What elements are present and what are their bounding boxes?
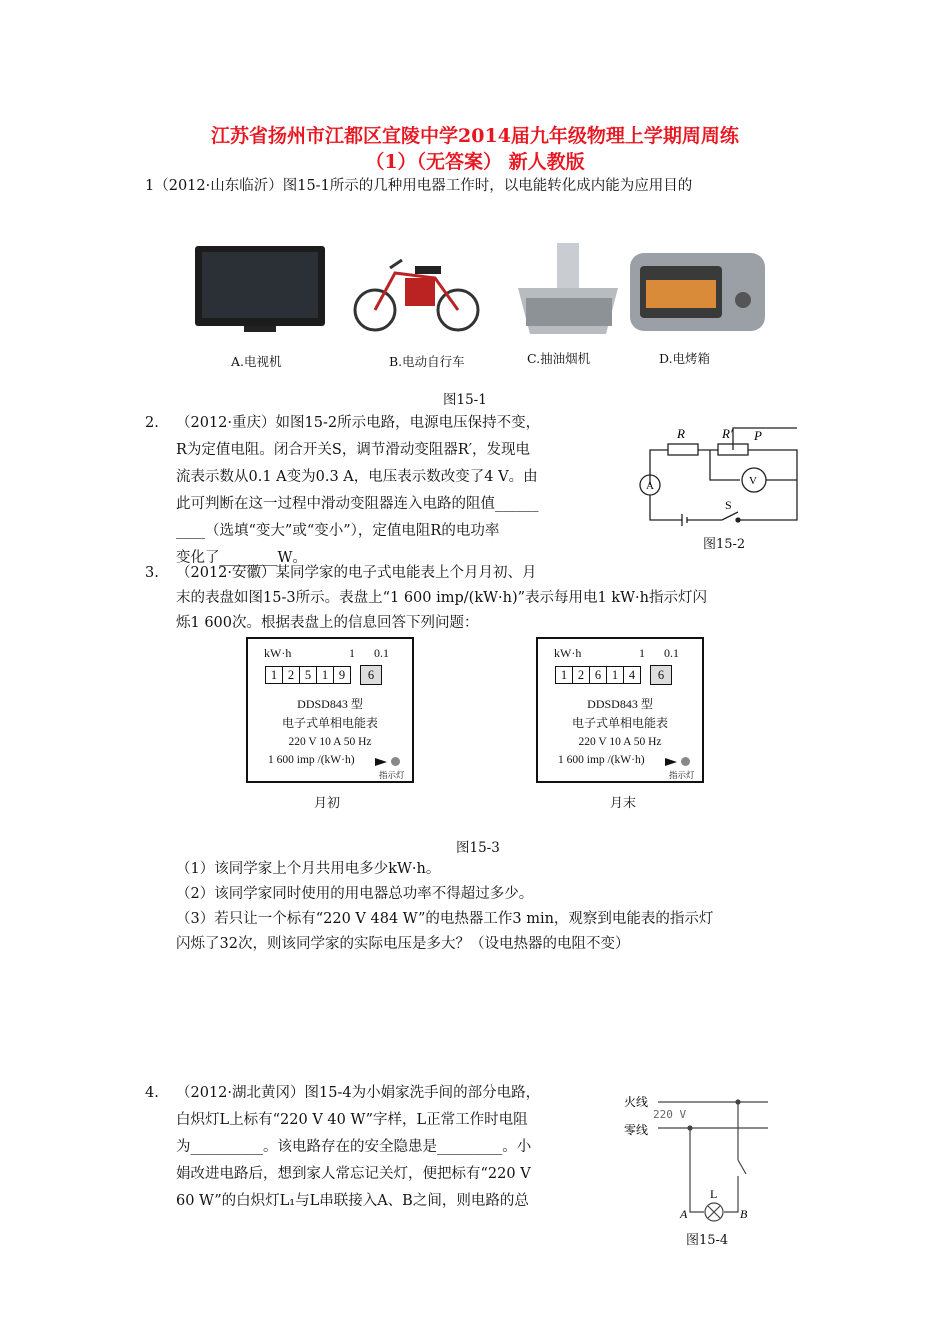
meter-digit: 6 <box>589 666 607 684</box>
meter-digit: 1 <box>555 666 573 684</box>
q3-sub-4: 闪烁了32次，则该同学家的实际电压是多大？（设电热器的电阻不变） <box>176 936 630 952</box>
toaster-oven-image <box>630 253 765 331</box>
q1-option-a: A.电视机 <box>231 354 282 369</box>
meter-digit: 1 <box>316 666 334 684</box>
range-hood-image <box>518 243 618 334</box>
meter-scale-01: 0.1 <box>374 646 389 660</box>
q2-line-1: （2012·重庆）如图15-2所示电路，电源电压保持不变， <box>176 415 541 431</box>
page-title-line2: （1）（无答案） 新人教版 <box>365 151 585 173</box>
meter-end-of-month <box>536 637 704 783</box>
q1-option-b: B.电动自行车 <box>389 354 465 369</box>
indicator-arrow-icon <box>375 758 387 766</box>
q3-line-2: 末的表盘如图15-3所示。表盘上“1 600 imp/(kW·h)”表示每用电1 kW·h指示灯闪 <box>176 590 707 606</box>
indicator-light-icon <box>391 757 400 766</box>
neutral-wire-label: 零线 <box>624 1123 649 1137</box>
q1-option-c: C.抽油烟机 <box>527 351 591 366</box>
meter-light-label: 指示灯 <box>669 770 695 780</box>
meter-imp: 1 600 imp /(kW·h) <box>558 754 645 766</box>
indicator-light-icon <box>681 757 690 766</box>
meter-model: DDSD843 型 <box>587 697 653 711</box>
q1-appliance-images <box>190 238 780 338</box>
meter-digit: 4 <box>623 666 641 684</box>
q3-sub-1: （1）该同学家上个月共用电多少kW·h。 <box>176 861 441 877</box>
meter-scale-1: 1 <box>639 646 645 660</box>
meter-rating: 220 V 10 A 50 Hz <box>288 736 372 748</box>
rheostat-label: R′ <box>722 426 733 441</box>
ebike-image <box>355 260 478 330</box>
q2-figure-caption: 图15-2 <box>703 537 746 552</box>
meter-start-caption: 月初 <box>314 796 341 811</box>
meter-imp: 1 600 imp /(kW·h) <box>268 754 355 766</box>
meter-digits <box>265 666 381 685</box>
q3-line-1: （2012·安徽）某同学家的电子式电能表上个月月初、月 <box>176 565 537 581</box>
q4-line-5: 60 W”的白炽灯L₁与L串联接入A、B之间，则电路的总 <box>176 1193 529 1209</box>
tv-image <box>195 246 325 332</box>
meter-digits <box>555 666 671 685</box>
q2-line-2: R为定值电阻。闭合开关S，调节滑动变阻器R′，发现电 <box>176 442 531 458</box>
meter-digit: 5 <box>299 666 317 684</box>
meter-name: 电子式单相电能表 <box>571 716 668 730</box>
indicator-arrow-icon <box>665 758 677 766</box>
live-wire-label: 火线 <box>624 1095 649 1109</box>
switch-label: S <box>725 498 732 512</box>
voltmeter-label: V <box>749 475 757 487</box>
meter-scale-01: 0.1 <box>664 646 679 660</box>
point-b-label: B <box>740 1207 748 1221</box>
q2-line-6: 变化了________W。 <box>176 550 307 566</box>
voltage-label: 220 V <box>653 1108 687 1121</box>
meter-decimal-digit: 6 <box>360 665 382 685</box>
q4-line-1: （2012·湖北黄冈）图15-4为小娟家洗手间的部分电路， <box>176 1085 541 1101</box>
q4-circuit-diagram <box>620 1088 770 1228</box>
meter-digit: 2 <box>282 666 300 684</box>
q3-line-3: 烁1 600次。根据表盘上的信息回答下列问题： <box>176 615 479 631</box>
q2-number: 2. <box>145 415 159 431</box>
meter-unit: kW·h <box>554 646 582 660</box>
q2-line-4: 此可判断在这一过程中滑动变阻器连入电路的阻值______ <box>176 496 539 512</box>
q4-figure-caption: 图15-4 <box>686 1233 729 1248</box>
q2-circuit-diagram <box>630 420 810 530</box>
q4-line-4: 娟改进电路后，想到家人常忘记关灯，便把标有“220 V <box>176 1166 531 1182</box>
meter-digit: 1 <box>606 666 624 684</box>
q3-number: 3. <box>145 565 159 581</box>
meter-digit: 9 <box>333 666 351 684</box>
meter-end-caption: 月末 <box>610 796 637 811</box>
meter-unit: kW·h <box>264 646 292 660</box>
lamp-label: L <box>710 1187 718 1201</box>
meter-light-label: 指示灯 <box>379 770 405 780</box>
slider-p-label: P <box>754 428 762 443</box>
q1-figure-caption: 图15-1 <box>443 392 487 408</box>
page-title-line1: 江苏省扬州市江都区宜陵中学2014届九年级物理上学期周周练 <box>211 125 739 147</box>
meter-rating: 220 V 10 A 50 Hz <box>578 736 662 748</box>
meter-model: DDSD843 型 <box>297 697 363 711</box>
q4-number: 4. <box>145 1085 159 1101</box>
ammeter-label: A <box>646 480 654 492</box>
q3-sub-3: （3）若只让一个标有“220 V 484 W”的电热器工作3 min，观察到电能表的指示灯 <box>176 911 714 927</box>
meter-digit: 1 <box>265 666 283 684</box>
q1-option-d: D.电烤箱 <box>659 351 711 366</box>
q4-line-2: 白炽灯L上标有“220 V 40 W”字样，L正常工作时电阻 <box>176 1112 528 1128</box>
point-a-label: A <box>680 1207 688 1221</box>
meter-name: 电子式单相电能表 <box>281 716 378 730</box>
q3-figure-caption: 图15-3 <box>456 840 500 856</box>
meter-digit: 2 <box>572 666 590 684</box>
meter-scale-1: 1 <box>349 646 355 660</box>
meter-start-of-month <box>246 637 414 783</box>
q2-line-5: ____（选填“变大”或“变小”），定值电阻R的电功率 <box>176 523 500 539</box>
q2-line-3: 流表示数从0.1 A变为0.3 A，电压表示数改变了4 V。由 <box>176 469 538 485</box>
q4-line-3: 为__________。该电路存在的安全隐患是_________。小 <box>176 1139 532 1155</box>
q3-sub-2: （2）该同学家同时使用的用电器总功率不得超过多少。 <box>176 886 534 902</box>
q1-text: 1（2012·山东临沂）图15-1所示的几种用电器工作时，以电能转化成内能为应用目的 <box>145 178 693 194</box>
resistor-r-label: R <box>677 426 685 441</box>
meter-decimal-digit: 6 <box>650 665 672 685</box>
